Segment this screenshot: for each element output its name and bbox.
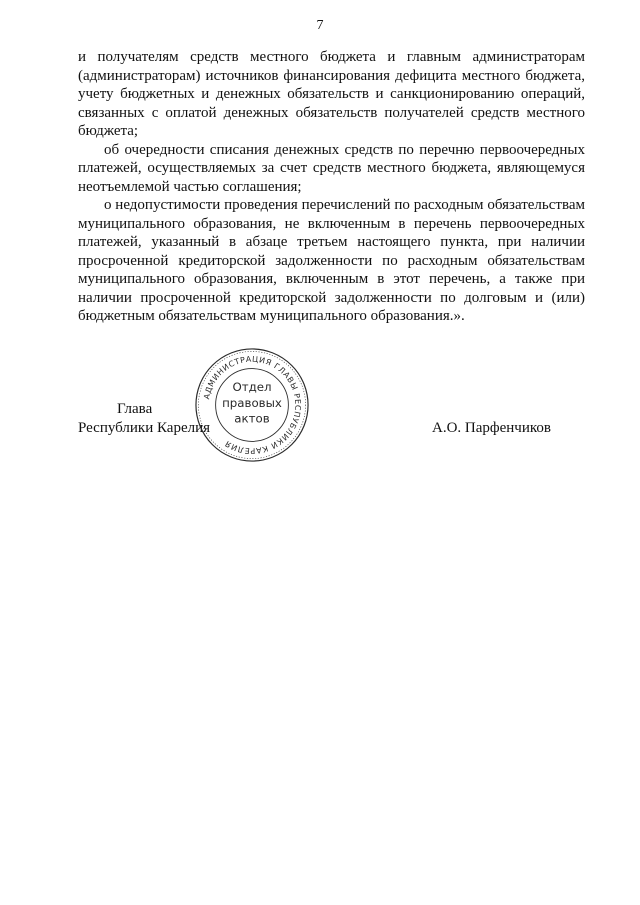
- page-number: 7: [316, 18, 324, 33]
- signature-organization: Республики Карелия: [78, 420, 211, 436]
- signature-name: А.О. Парфенчиков: [432, 420, 551, 436]
- paragraph: о недопустимости проведения перечислений по расходным обязательствам муниципального образования, не включенным в перечень первоочередных платежей, указанный в абзаце третьем настоящего пункта, при наличии просроченной кредиторской задолженности по расходным обязательствам муниципального образования, включенным в этот перечень, а также при наличии просроченной кредиторской задолженности по долговым и (или) бюджетным обязательствам муниципального образования.».: [78, 197, 585, 324]
- svg-text:АДМИНИСТРАЦИЯ ГЛАВЫ РЕСПУБЛИКИ: АДМИНИСТРАЦИЯ ГЛАВЫ РЕСПУБЛИКИ КАРЕЛИЯ: [202, 354, 303, 456]
- svg-text:правовых: правовых: [222, 395, 282, 410]
- svg-text:актов: актов: [234, 411, 270, 426]
- paragraph: об очередности списания денежных средств по перечню первоочередных платежей, осуществляемых за счет средств местного бюджета, являющемуся неотъемлемой частью соглашения;: [78, 141, 585, 195]
- signature-title: Глава: [117, 401, 153, 417]
- official-stamp-seal: [193, 346, 311, 464]
- paragraph: и получателям средств местного бюджета и главным администраторам (администраторам) источников финансирования дефицита местного бюджета, учету бюджетных и денежных обязательств и санкционированию операций, связанных с оплатой денежных обязательств получателей средств местного бюджета;: [78, 49, 585, 139]
- document-body: [78, 48, 585, 326]
- svg-text:Отдел: Отдел: [232, 380, 272, 395]
